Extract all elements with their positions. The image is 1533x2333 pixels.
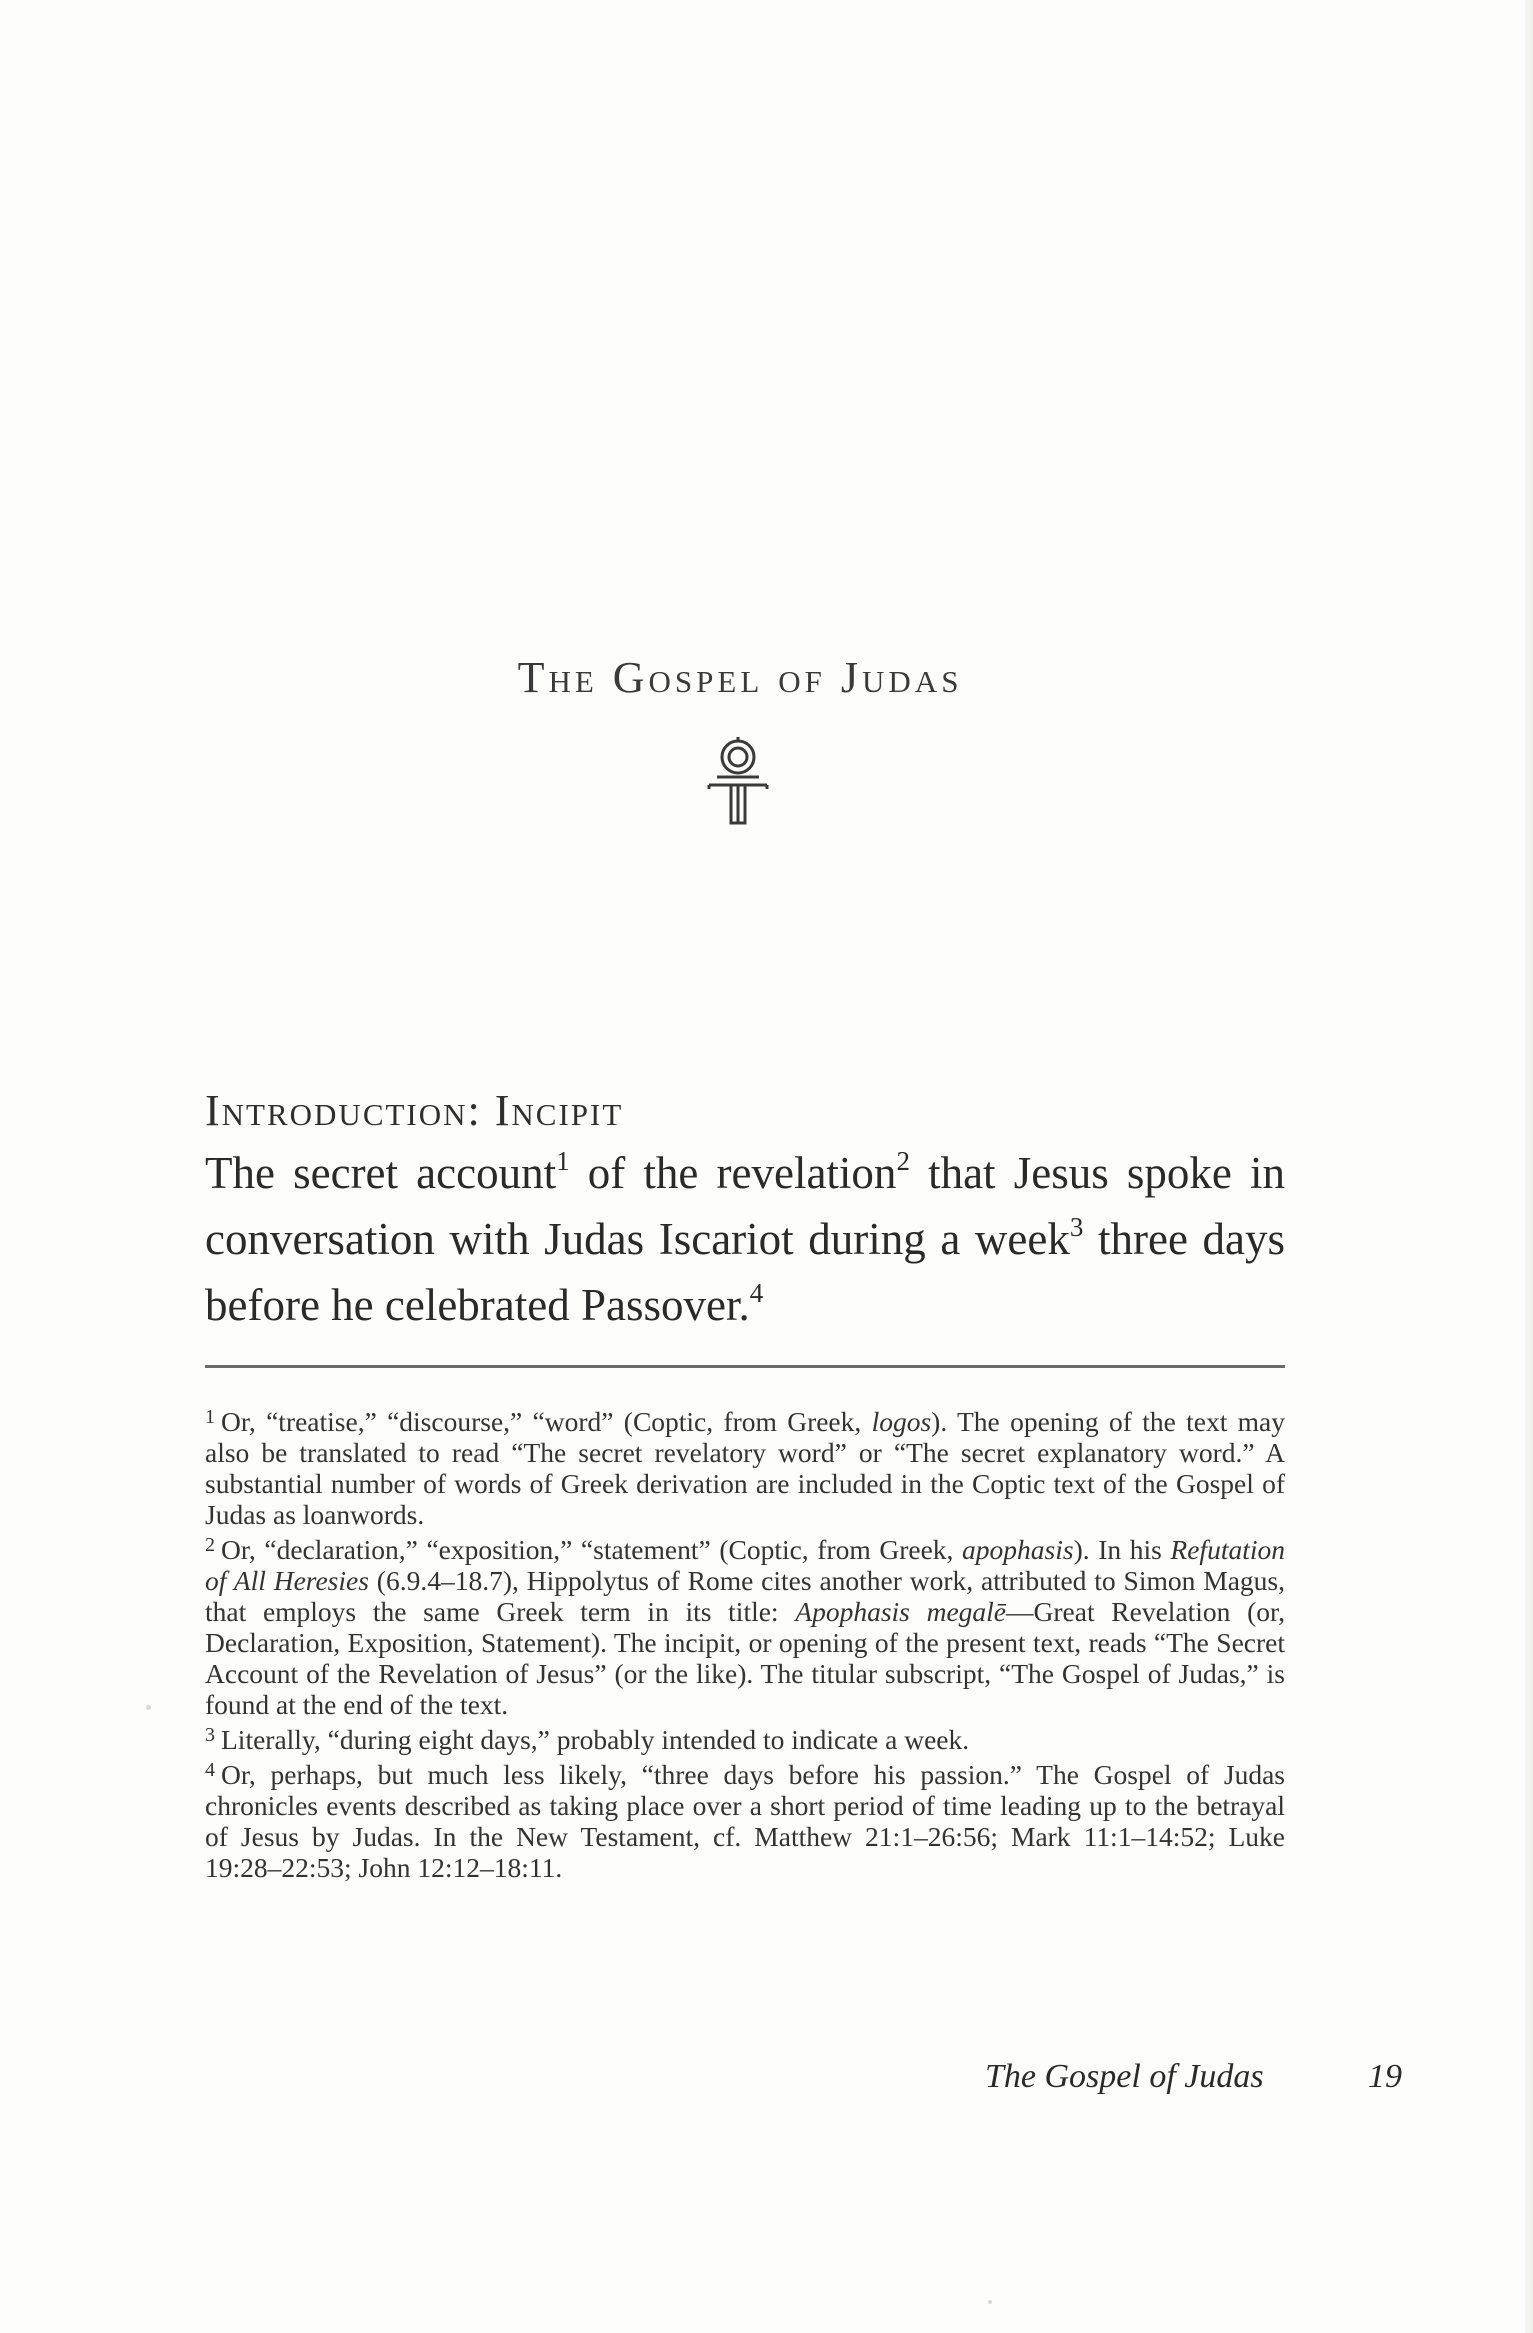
footnote-italic-term: logos <box>871 1406 932 1437</box>
footnote-text: Literally, “during eight days,” probably intended to indicate a week. <box>221 1724 970 1755</box>
footnote-text: ). The opening of the text may also be translated to read “The secret revelatory word” or “The secret explanatory word.” A substantial number of words of Greek derivation are included in the Coptic text of the Gospel of Judas as loanwords. <box>205 1406 1285 1530</box>
footnote-3 <box>205 1720 1285 1755</box>
section-heading: Introduction: Incipit <box>205 1086 624 1135</box>
paper-speck <box>988 2300 992 2304</box>
footnote-4 <box>205 1755 1285 1883</box>
footnote-ref: 3 <box>1069 1212 1084 1242</box>
footnote-number: 2 <box>205 1534 215 1556</box>
footnote-text: (6.9.4–18.7), Hippolytus of Rome cites another work, attributed to Simon Magus, that employs the same Greek term in its title: <box>205 1565 1285 1627</box>
intro-text-part: three days before he celebrated Passover. <box>205 1214 1285 1330</box>
footnote-text: Or, perhaps, but much less likely, “three days before his passion.” The Gospel of Judas chronicles events described as taking place over a short period of time leading up to the betrayal of Jesus by Judas. In the New Testament, cf. Matthew 21:1–26:56; Mark 11:1–14:52; Luke 19:28–22:53; John 12:12–18:11. <box>205 1759 1285 1883</box>
book-title: The Gospel of Judas <box>517 653 963 702</box>
footnote-2 <box>205 1530 1285 1720</box>
intro-text-part: The secret account <box>205 1148 557 1198</box>
footnote-italic-term: apophasis <box>962 1534 1074 1565</box>
footnote-ref: 2 <box>896 1146 910 1176</box>
footnote-italic-term: Apophasis megalē <box>795 1596 1007 1627</box>
footnote-divider <box>205 1365 1285 1368</box>
footnote-number: 4 <box>205 1759 215 1781</box>
footnote-number: 3 <box>205 1724 215 1746</box>
page-edge-shadow <box>1525 0 1533 2333</box>
footnote-italic-term: Refutation of All Heresies <box>205 1534 1285 1596</box>
footnote-text: ). In his <box>1073 1534 1171 1565</box>
running-footer: The Gospel of Judas <box>985 2058 1264 2095</box>
intro-paragraph <box>205 1140 1285 1338</box>
footnote-1 <box>205 1402 1285 1530</box>
footnote-text: Or, “declaration,” “exposition,” “statement” (Coptic, from Greek, <box>221 1534 963 1565</box>
footnote-text: Or, “treatise,” “discourse,” “word” (Coptic, from Greek, <box>221 1406 872 1437</box>
footnotes-block <box>205 1402 1285 1883</box>
footnote-ref: 4 <box>749 1278 764 1308</box>
footnote-number: 1 <box>205 1406 215 1428</box>
paper-speck <box>146 1705 151 1710</box>
intro-text-part: that Jesus spoke in conversation with Judas Iscariot during a week <box>205 1148 1286 1264</box>
footnote-ref: 1 <box>556 1146 570 1176</box>
footnote-text: —Great Revelation (or, Declaration, Exposition, Statement). The incipit, or opening of the present text, reads “The Secret Account of the Revelation of Jesus” (or the like). The titular subscript, “The Gospel of Judas,” is found at the end of the text. <box>205 1596 1285 1720</box>
page-number: 19 <box>1368 2058 1402 2095</box>
ankh-cross-icon <box>703 735 773 825</box>
intro-text-part: of the revelation <box>569 1148 897 1198</box>
